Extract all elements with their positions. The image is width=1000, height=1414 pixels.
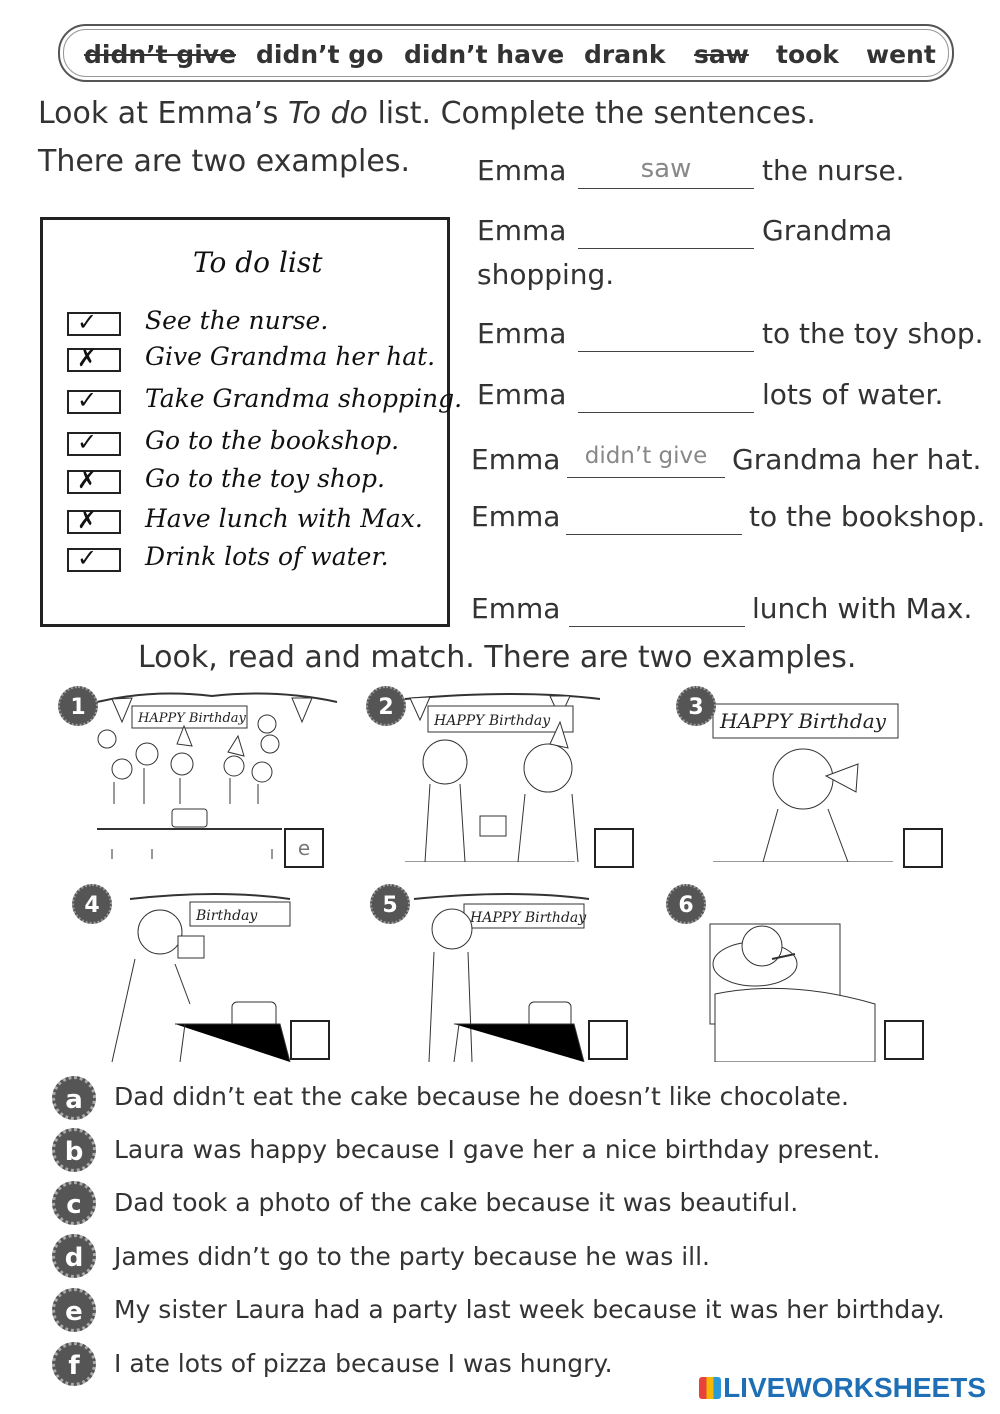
word-bank-item: saw — [694, 40, 749, 69]
check-mark-icon: ✓ — [77, 544, 98, 572]
todo-item-text: Drink lots of water. — [145, 542, 389, 571]
match-sentence: I ate lots of pizza because I was hungry. — [114, 1349, 613, 1378]
banner-text: HAPPY Birthday — [434, 713, 551, 729]
banner-text: HAPPY Birthday — [138, 711, 246, 726]
sentence-subject: Emma — [477, 154, 567, 187]
match-sentence: Dad took a photo of the cake because it was beautiful. — [114, 1188, 799, 1217]
todo-list-card — [40, 217, 463, 627]
answer-box[interactable] — [290, 1020, 330, 1060]
answer-blank[interactable] — [566, 500, 742, 535]
banner-text: HAPPY Birthday — [720, 709, 886, 733]
liveworksheets-icon — [699, 1377, 721, 1399]
answer-box[interactable] — [903, 828, 943, 868]
picture-number-badge: 4 — [72, 884, 112, 924]
todo-item — [67, 542, 447, 576]
todo-item — [67, 342, 447, 376]
instruction-text: list. Complete the sentences. — [367, 96, 816, 131]
sentence-rest: to the toy shop. — [762, 317, 984, 350]
picture-number-badge: 2 — [366, 686, 406, 726]
logo-text: LIVEWORKSHEETS — [723, 1372, 986, 1403]
checkbox — [67, 428, 121, 456]
word-bank-item: didn’t go — [256, 40, 384, 69]
todo-item-text: See the nurse. — [145, 306, 329, 335]
sentence-rest-line2: shopping. — [477, 258, 615, 291]
answer-blank[interactable] — [569, 592, 745, 627]
todo-item-text: Have lunch with Max. — [145, 504, 423, 533]
todo-item — [67, 426, 447, 460]
cross-mark-icon: ✗ — [77, 344, 98, 372]
sentence-subject: Emma — [471, 443, 561, 476]
sentence-subject: Emma — [477, 214, 567, 247]
part1-instruction — [38, 96, 816, 131]
cross-mark-icon: ✗ — [77, 466, 98, 494]
todo-item-text: Go to the bookshop. — [145, 426, 400, 455]
checkbox — [67, 308, 121, 336]
answer-blank[interactable] — [578, 214, 754, 249]
letter-badge-f: f — [52, 1342, 96, 1386]
match-sentence: Laura was happy because I gave her a nice birthday present. — [114, 1135, 881, 1164]
checkbox — [67, 466, 121, 494]
letter-badge-d: d — [52, 1234, 96, 1278]
liveworksheets-logo — [699, 1372, 986, 1404]
banner-text: Birthday — [196, 908, 258, 924]
match-sentence: James didn’t go to the party because he was ill. — [114, 1242, 710, 1271]
match-sentence: Dad didn’t eat the cake because he doesn’t like chocolate. — [114, 1082, 849, 1111]
word-bank — [58, 24, 954, 82]
answer-blank-example: saw — [578, 154, 754, 189]
sentence-subject: Emma — [477, 317, 567, 350]
word-bank-item: went — [866, 40, 936, 69]
check-mark-icon: ✓ — [77, 428, 98, 456]
todo-item-text: Take Grandma shopping. — [145, 384, 463, 413]
checkbox — [67, 344, 121, 372]
todo-item-text: Give Grandma her hat. — [145, 342, 436, 371]
part1-instruction-examples: There are two examples. — [38, 144, 410, 179]
answer-box[interactable] — [588, 1020, 628, 1060]
letter-badge-e: e — [52, 1288, 96, 1332]
letter-badge-c: c — [52, 1181, 96, 1225]
word-bank-item: didn’t have — [404, 40, 565, 69]
todo-item — [67, 384, 463, 418]
todo-item-text: Go to the toy shop. — [145, 464, 386, 493]
picture-number-badge: 5 — [370, 884, 410, 924]
answer-blank[interactable] — [578, 378, 754, 413]
answer-box[interactable] — [594, 828, 634, 868]
answer-box[interactable] — [884, 1020, 924, 1060]
sentence-rest: lunch with Max. — [752, 592, 973, 625]
check-mark-icon: ✓ — [77, 386, 98, 414]
todo-item — [67, 306, 447, 340]
checkbox — [67, 544, 121, 572]
picture-number-badge: 3 — [676, 686, 716, 726]
banner-text: HAPPY Birthday — [470, 910, 587, 926]
instruction-text: To do — [287, 96, 368, 131]
answer-blank-example: didn’t give — [567, 443, 725, 478]
sentence-rest: to the bookshop. — [749, 500, 986, 533]
answer-box-example: e — [284, 828, 324, 868]
picture-number-badge: 1 — [58, 686, 98, 726]
todo-item — [67, 464, 447, 498]
picture-number-badge: 6 — [666, 884, 706, 924]
word-bank-item: didn’t give — [84, 40, 237, 69]
sentence-subject: Emma — [477, 378, 567, 411]
cross-mark-icon: ✗ — [77, 506, 98, 534]
sentence-rest: Grandma — [762, 214, 893, 247]
word-bank-item: drank — [584, 40, 666, 69]
part2-instruction: Look, read and match. There are two examples. — [138, 640, 857, 675]
check-mark-icon: ✓ — [77, 308, 98, 336]
sentence-rest: the nurse. — [762, 154, 905, 187]
match-sentence: My sister Laura had a party last week because it was her birthday. — [114, 1295, 945, 1324]
letter-badge-a: a — [52, 1076, 96, 1120]
checkbox — [67, 386, 121, 414]
sentence-rest: Grandma her hat. — [732, 443, 982, 476]
sentence-rest: lots of water. — [762, 378, 944, 411]
answer-blank[interactable] — [578, 317, 754, 352]
instruction-text: Look at Emma’s — [38, 96, 288, 131]
word-bank-item: took — [776, 40, 839, 69]
checkbox — [67, 506, 121, 534]
todo-title: To do list — [193, 246, 323, 279]
letter-badge-b: b — [52, 1128, 96, 1172]
sentence-subject: Emma — [471, 592, 561, 625]
todo-item — [67, 504, 447, 538]
sentence-subject: Emma — [471, 500, 561, 533]
